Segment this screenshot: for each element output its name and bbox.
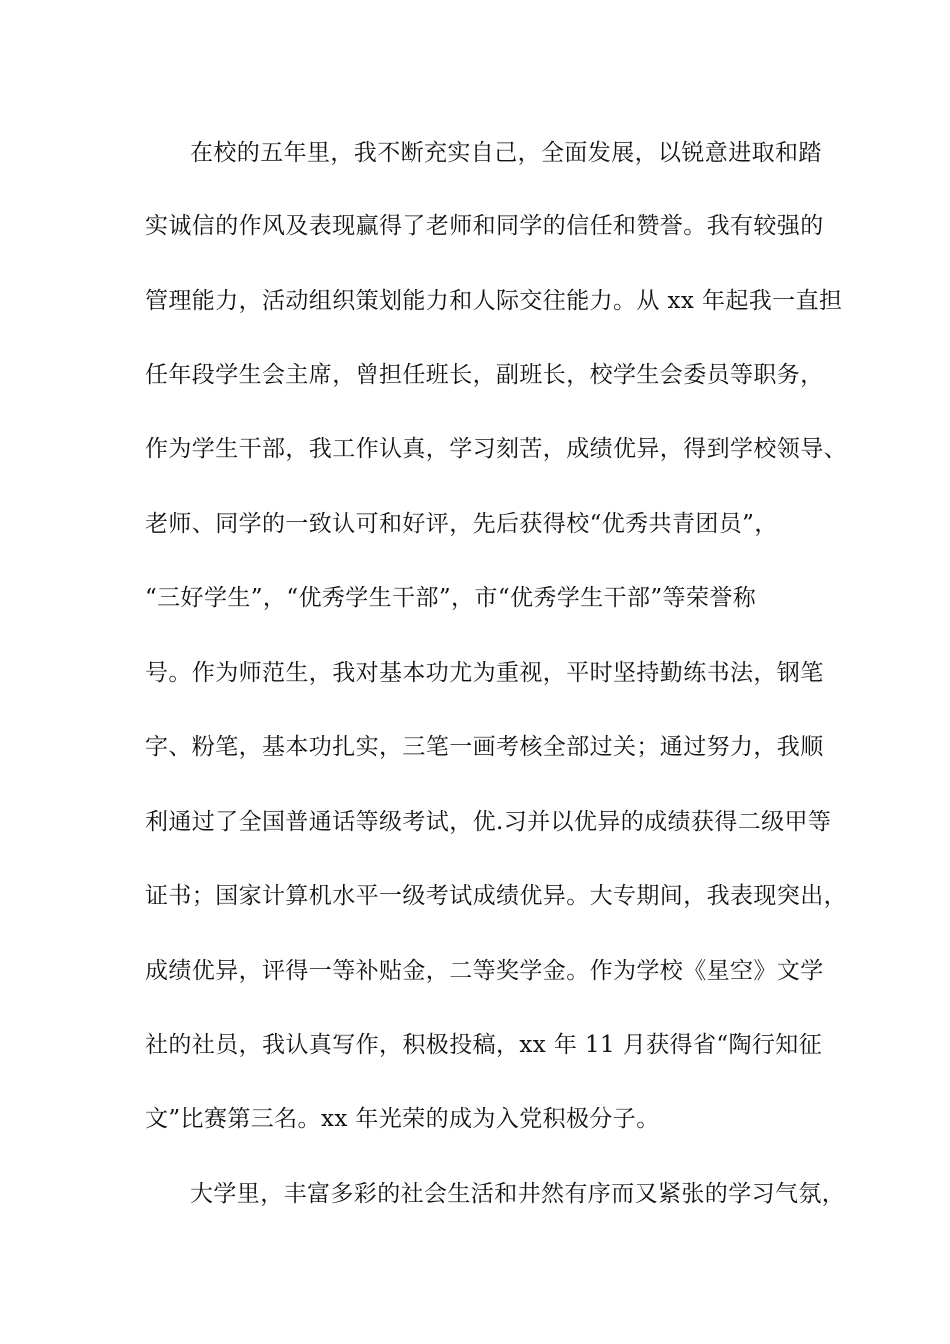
paragraph-2-line-1: 大学里，丰富多彩的社会生活和井然有序而又紧张的学习气氛， — [190, 1181, 846, 1207]
paragraph-1-line-14: 文”比赛第三名。xx 年光荣的成为入党积极分子。 — [145, 1106, 660, 1132]
paragraph-1-line-12: 成绩优异，评得一等补贴金，二等奖学金。作为学校《星空》文学 — [145, 958, 824, 984]
paragraph-1-line-2: 实诚信的作风及表现赢得了老师和同学的信任和赞誉。我有较强的 — [145, 213, 824, 239]
paragraph-1-line-6: 老师、同学的一致认可和好评，先后获得校“优秀共青团员”， — [145, 511, 778, 537]
paragraph-1-line-11: 证书；国家计算机水平一级考试成绩优异。大专期间，我表现突出， — [145, 883, 847, 909]
paragraph-1-line-4: 任年段学生会主席，曾担任班长，副班长，校学生会委员等职务， — [145, 362, 824, 388]
paragraph-1-line-1: 在校的五年里，我不断充实自己，全面发展，以锐意进取和踏 — [190, 140, 822, 166]
paragraph-1-line-7: “三好学生”，“优秀学生干部”，市“优秀学生干部”等荣誉称 — [145, 585, 757, 611]
paragraph-1-line-9: 字、粉笔，基本功扎实，三笔一画考核全部过关；通过努力，我顺 — [145, 734, 824, 760]
paragraph-1-line-3: 管理能力，活动组织策划能力和人际交往能力。从 xx 年起我一直担 — [145, 288, 843, 314]
paragraph-1-line-13: 社的社员，我认真写作，积极投稿，xx 年 11 月获得省“陶行知征 — [145, 1032, 823, 1058]
paragraph-1-line-8: 号。作为师范生，我对基本功尤为重视，平时坚持勤练书法，钢笔 — [145, 660, 824, 686]
paragraph-1-line-5: 作为学生干部，我工作认真，学习刻苦，成绩优异，得到学校领导、 — [145, 436, 847, 462]
paragraph-1-line-10: 利通过了全国普通话等级考试，优.习并以优异的成绩获得二级甲等 — [145, 809, 832, 835]
